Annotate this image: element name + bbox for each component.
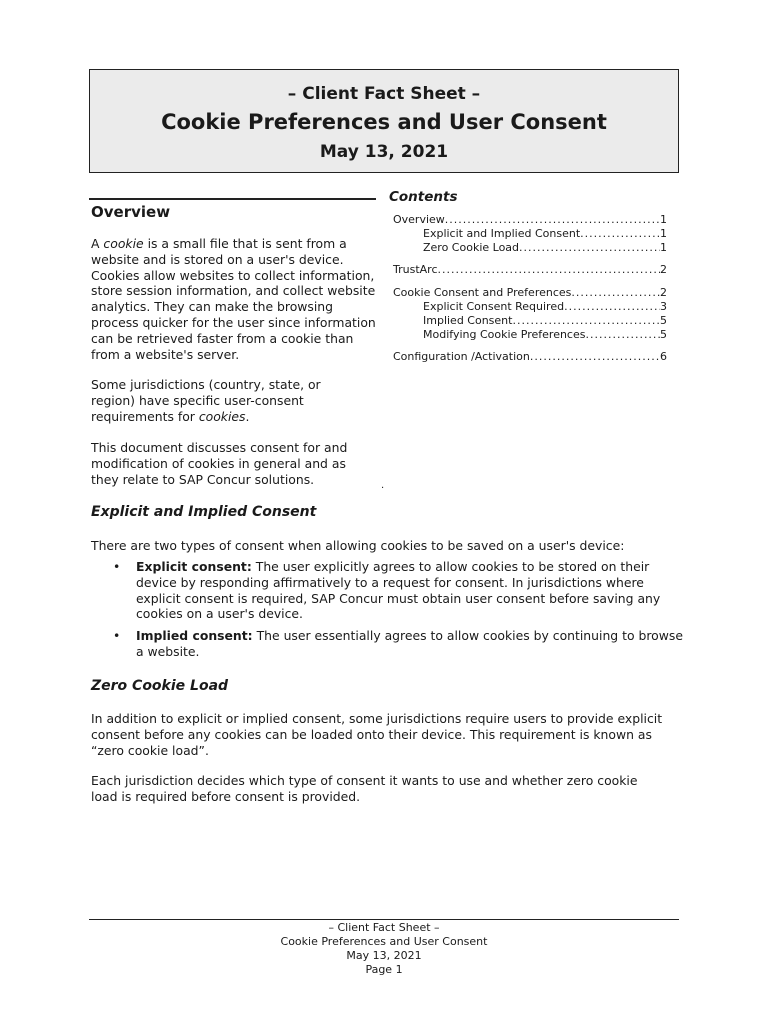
footer-document-type: – Client Fact Sheet –	[328, 921, 440, 934]
list-item-term: Explicit consent:	[136, 559, 252, 574]
toc-page-number: 2	[660, 263, 667, 276]
overview-paragraph-3: This document discusses consent for and modification of cookies in general and as they relate to SAP Concur solutions.	[91, 440, 348, 487]
toc-label: Configuration /Activation	[393, 350, 530, 363]
toc-entry-explicit-implied[interactable]	[423, 227, 667, 241]
toc-leader	[530, 350, 660, 364]
toc-page-number: 1	[660, 227, 667, 240]
zero-cookie-paragraph-1: In addition to explicit or implied consent, some jurisdictions require users to provide explicit consent before any cookies can be loaded onto their device. This requirement is known as “zero cookie load”.	[91, 711, 663, 758]
explicit-intro: There are two types of consent when allowing cookies to be saved on a user's device:	[91, 538, 625, 553]
text-run: Some jurisdictions (country, state, or region) have specific user-consent requirements for	[91, 377, 321, 424]
toc-label: Implied Consent	[423, 314, 513, 327]
toc-page-number: 6	[660, 350, 667, 363]
toc-page-number: 5	[660, 314, 667, 327]
list-item-text: The user explicitly agrees to allow cookies to be stored on their device by responding affirmatively to a request for consent. In jurisdictions where explicit consent is required, SAP Concur must obtain user consent before saving any cookies on a user's device.	[136, 559, 661, 622]
overview-rule	[89, 198, 376, 200]
text-run: .	[245, 408, 250, 424]
text-run: is a small file that is sent from a website and is stored on a user's device. Cookies allow websites to collect information, store session information, and collect website analytics. They can make the browsing process quicker for the user since information can be retrieved faster from a cookie than from a website's server.	[91, 236, 376, 362]
toc-entry-trustarc[interactable]	[393, 263, 667, 277]
toc-leader	[519, 241, 660, 255]
bullet-icon: •	[113, 559, 121, 574]
toc-entry-implied-consent[interactable]	[423, 314, 667, 328]
footer-rule	[89, 919, 679, 920]
toc-label: Zero Cookie Load	[423, 241, 520, 254]
toc-label: Explicit and Implied Consent	[423, 227, 581, 240]
toc-page-number: 1	[660, 241, 667, 254]
zero-cookie-load-heading: Zero Cookie Load	[91, 678, 229, 694]
toc-entry-overview[interactable]	[393, 213, 667, 227]
toc-label: Overview	[393, 213, 445, 226]
document-date: May 13, 2021	[319, 142, 449, 162]
overview-heading: Overview	[91, 203, 171, 221]
footer-page-number: Page 1	[365, 963, 403, 976]
toc-leader	[585, 328, 660, 342]
toc-label: Explicit Consent Required	[423, 300, 565, 313]
title-box	[89, 69, 679, 173]
toc-label: TrustArc	[393, 263, 438, 276]
toc-entry-explicit-required[interactable]	[423, 300, 667, 314]
zero-cookie-paragraph-2: Each jurisdiction decides which type of consent it wants to use and whether zero cookie load is required before consent is provided.	[91, 773, 638, 804]
cookie-term: cookie	[103, 236, 144, 251]
contents-heading: Contents	[389, 189, 458, 205]
toc-page-number: 3	[660, 300, 667, 313]
toc-leader	[512, 314, 660, 328]
toc-entry-modifying-preferences[interactable]	[423, 328, 667, 342]
bullet-icon: •	[113, 628, 121, 644]
text-run: A	[91, 236, 104, 251]
list-item-term: Implied consent:	[136, 628, 253, 644]
cookies-term: cookies	[198, 408, 246, 424]
toc-leader	[445, 213, 660, 227]
overview-paragraph-2	[91, 377, 351, 424]
toc-label: Modifying Cookie Preferences	[423, 328, 586, 341]
toc-leader	[438, 263, 661, 277]
document-type: – Client Fact Sheet –	[287, 84, 481, 104]
footer-title: Cookie Preferences and User Consent	[280, 935, 488, 948]
stray-mark: .	[381, 480, 385, 491]
toc-page-number: 1	[660, 213, 667, 226]
list-item	[113, 559, 683, 622]
toc-entry-configuration[interactable]	[393, 350, 667, 364]
toc-entry-zero-cookie-load[interactable]	[423, 241, 667, 255]
consent-types-list	[113, 559, 683, 660]
toc-label: Cookie Consent and Preferences	[393, 286, 572, 299]
toc-leader	[564, 300, 660, 314]
list-item	[113, 628, 683, 660]
footer-date: May 13, 2021	[346, 949, 422, 962]
toc-page-number: 5	[660, 328, 667, 341]
toc-leader	[580, 227, 660, 241]
overview-paragraph-1	[91, 236, 377, 362]
toc-entry-cookie-consent[interactable]	[393, 286, 667, 300]
document-title: Cookie Preferences and User Consent	[161, 110, 607, 134]
toc-page-number: 2	[660, 286, 667, 299]
toc-leader	[571, 286, 660, 300]
explicit-implied-heading: Explicit and Implied Consent	[91, 504, 317, 520]
list-item-text: The user essentially agrees to allow cookies by continuing to browse a website.	[136, 628, 683, 659]
